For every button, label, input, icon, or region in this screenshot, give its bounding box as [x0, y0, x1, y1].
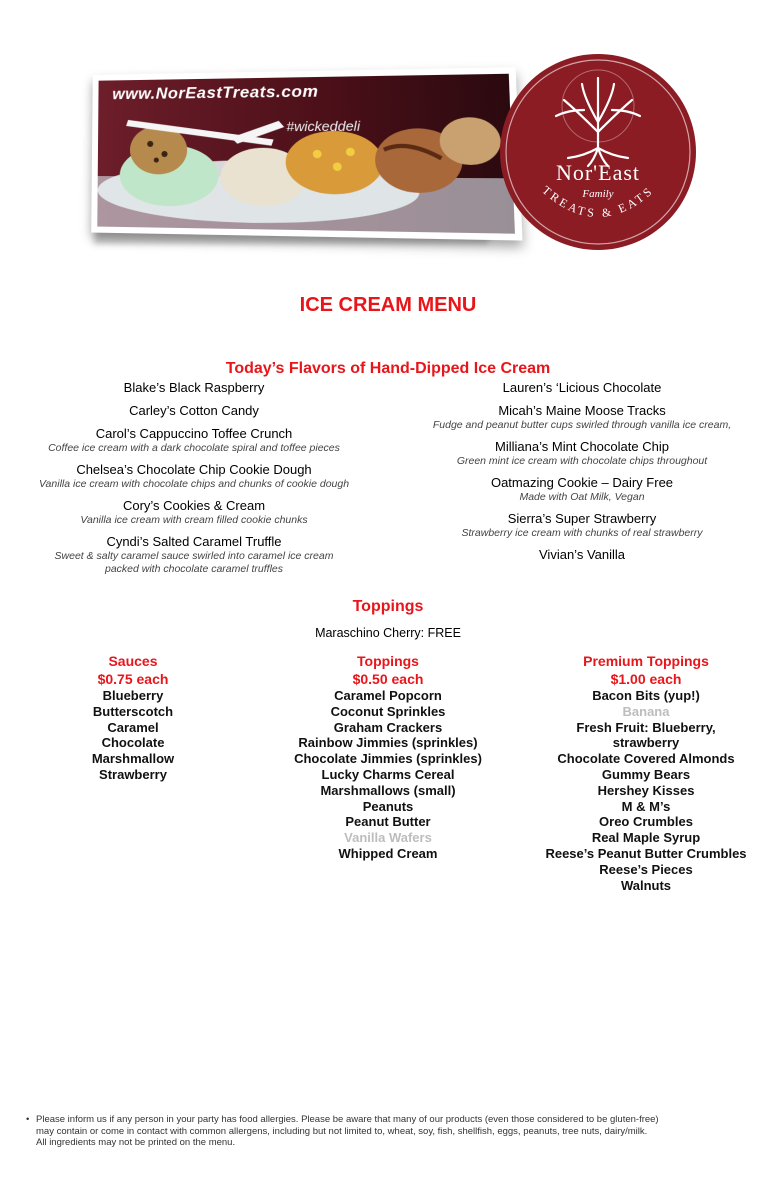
flavor-description: Fudge and peanut butter cups swirled through vanilla ice cream,	[432, 419, 732, 431]
flavor-item	[0, 462, 388, 491]
flavor-name: Sierra’s Super Strawberry	[507, 511, 657, 526]
list-item: Caramel Popcorn	[334, 688, 442, 703]
sauces-column	[40, 652, 226, 783]
photo-hashtag: #wickeddeli	[286, 118, 361, 135]
list-item: Graham Crackers	[333, 719, 443, 735]
list-item: Real Maple Syrup	[591, 830, 701, 846]
flavor-description: Strawberry ice cream with chunks of real strawberry	[461, 527, 703, 539]
list-item: Reese’s Pieces	[599, 861, 693, 877]
photo-url-text: www.NorEastTreats.com	[112, 83, 319, 104]
list-item: Whipped Cream	[338, 845, 438, 861]
flavor-description: Vanilla ice cream with chocolate chips and chunks of cookie dough	[38, 478, 350, 490]
flavor-description-line2: packed with chocolate caramel truffles	[104, 563, 283, 575]
flavor-description: Green mint ice cream with chocolate chips throughout	[456, 455, 708, 467]
list-item: Bacon Bits (yup!)	[592, 688, 700, 703]
flavor-name: Blake’s Black Raspberry	[123, 380, 265, 395]
list-item: Walnuts	[620, 877, 672, 893]
footnote-line: Please inform us if any person in your party has food allergies. Please be aware that many of our products (even those considered to be gluten-free)	[36, 1114, 659, 1125]
logo-family: Family	[582, 188, 614, 200]
toppings-col-heading: Toppings	[357, 653, 419, 669]
brand-logo	[498, 52, 698, 252]
premium-toppings-column	[528, 652, 764, 893]
flavors-left-column	[0, 380, 388, 583]
toppings-column	[278, 652, 498, 862]
flavor-item	[388, 511, 776, 540]
bullet-icon: •	[26, 1114, 30, 1125]
flavor-name: Milliana’s Mint Chocolate Chip	[495, 439, 669, 454]
list-item: Chocolate Jimmies (sprinkles)	[294, 751, 482, 767]
footnote-line: All ingredients may not be printed on the menu.	[36, 1137, 236, 1148]
list-item: Caramel	[107, 719, 159, 735]
flavor-item	[388, 403, 776, 432]
list-item: Chocolate	[101, 735, 165, 751]
allergy-footnote	[26, 1114, 762, 1149]
premium-heading: Premium Toppings	[583, 653, 709, 669]
page-title: ICE CREAM MENU	[299, 294, 477, 316]
toppings-price: $0.50 each	[352, 671, 424, 687]
list-item: Hershey Kisses	[597, 782, 695, 798]
flavor-name: Cyndi’s Salted Caramel Truffle	[106, 534, 282, 549]
flavor-name: Chelsea’s Chocolate Chip Cookie Dough	[76, 462, 312, 477]
flavor-description: Coffee ice cream with a dark chocolate spiral and toffee pieces	[48, 442, 340, 454]
flavor-description: Made with Oat Milk, Vegan	[519, 491, 645, 503]
flavor-name: Vivian’s Vanilla	[539, 547, 625, 562]
flavor-item	[0, 403, 388, 419]
header-photo	[92, 74, 496, 244]
list-item: Fresh Fruit: Blueberry,	[576, 719, 716, 735]
flavor-item	[0, 380, 388, 396]
flavor-name: Lauren’s ‘Licious Chocolate	[502, 380, 662, 395]
list-item-unavailable: Vanilla Wafers	[344, 830, 432, 846]
list-item: Marshmallows (small)	[320, 782, 456, 798]
flavors-right-column	[388, 380, 776, 570]
list-item: Rainbow Jimmies (sprinkles)	[298, 735, 478, 751]
flavor-name: Micah’s Maine Moose Tracks	[498, 403, 666, 418]
logo-brand-name: Nor'East	[555, 160, 641, 185]
list-item: Reese’s Peanut Butter Crumbles	[545, 845, 747, 861]
sauces-heading: Sauces	[108, 653, 158, 669]
flavor-item	[388, 475, 776, 504]
tree-logo-icon	[498, 52, 698, 252]
flavor-item	[388, 380, 776, 396]
list-item: Strawberry	[99, 766, 167, 782]
sauces-price: $0.75 each	[97, 671, 169, 687]
flavor-item	[0, 534, 388, 576]
flavor-name: Carley’s Cotton Candy	[129, 403, 259, 418]
list-item: strawberry	[612, 735, 680, 751]
list-item: Marshmallow	[91, 751, 175, 767]
list-item: Lucky Charms Cereal	[321, 766, 455, 782]
flavor-name: Oatmazing Cookie – Dairy Free	[490, 475, 674, 490]
flavor-description: Sweet & salty caramel sauce swirled into caramel ice cream	[54, 550, 334, 562]
logo-tagline: TREATS & EATS	[539, 183, 657, 221]
list-item: Coconut Sprinkles	[330, 703, 446, 719]
toppings-heading: Toppings	[352, 598, 424, 615]
list-item: Blueberry	[102, 688, 164, 703]
flavor-item	[0, 498, 388, 527]
flavor-item	[0, 426, 388, 455]
list-item: Gummy Bears	[601, 766, 691, 782]
ice-cream-photo	[91, 67, 522, 240]
cherry-line: Maraschino Cherry: FREE	[315, 626, 461, 640]
footnote-line: may contain or come in contact with common allergens, including but not limited to, wheat, soy, fish, shellfish, eggs, peanuts, tree nuts, dairy/milk.	[36, 1125, 648, 1137]
flavor-item	[388, 439, 776, 468]
flavors-heading: Today’s Flavors of Hand-Dipped Ice Cream	[225, 360, 551, 377]
flavor-item	[388, 547, 776, 563]
flavor-description: Vanilla ice cream with cream filled cookie chunks	[80, 514, 308, 526]
flavor-name: Cory’s Cookies & Cream	[122, 498, 266, 513]
list-item: Peanut Butter	[345, 814, 431, 830]
list-item: Oreo Crumbles	[599, 814, 693, 830]
list-item-unavailable: Banana	[622, 703, 670, 719]
list-item: Peanuts	[362, 798, 414, 814]
premium-price: $1.00 each	[610, 671, 682, 687]
list-item: Chocolate Covered Almonds	[557, 751, 735, 767]
flavor-name: Carol’s Cappuccino Toffee Crunch	[95, 426, 293, 441]
list-item: M & M’s	[621, 798, 671, 814]
list-item: Butterscotch	[92, 703, 174, 719]
